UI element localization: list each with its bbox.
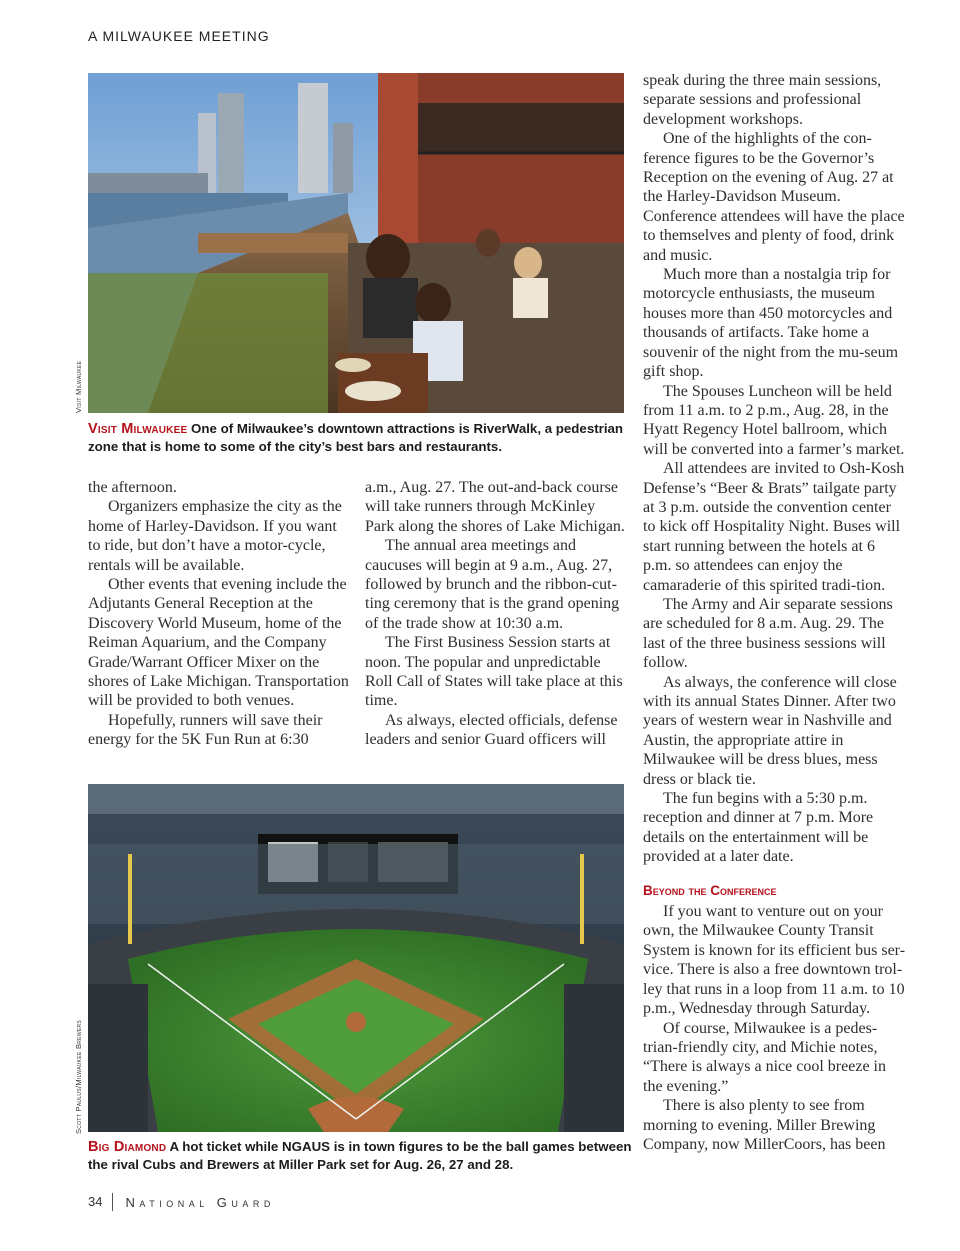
- miller-park-photo: [88, 784, 624, 1132]
- paragraph: The First Business Session starts at noon. The popular and unpredictable Roll Call of States will take place at this time.: [365, 634, 623, 710]
- paragraph: If you want to venture out on your own, the Milwaukee County Transit System is known for its efficient bus ser-vice. There is also a free downtown trol-ley that runs in a loop from 11 a.m. to 10 p.m., Wednesday through Saturday.: [643, 903, 906, 1018]
- paragraph: The Army and Air separate sessions are scheduled for 8 a.m. Aug. 29. The last of the three business sessions will follow.: [643, 595, 893, 672]
- paragraph: the afternoon.: [88, 479, 177, 496]
- paragraph: There is also plenty to see from morning to evening. Miller Brewing Company, now MillerCoors, has been: [643, 1097, 886, 1153]
- paragraph: a.m., Aug. 27. The out-and-back course will take runners through McKinley Park along the shores of Lake Michigan.: [365, 479, 625, 535]
- caption-text: One of Milwaukee’s downtown attractions is RiverWalk, a pedestrian zone that is home to some of the city’s best bars and restaurants.: [88, 421, 624, 454]
- photo-credit: Scott Paulus/Milwaukee Brewers: [74, 1019, 83, 1134]
- photo-credit: Visit Milwaukee: [74, 360, 83, 413]
- paragraph: Of course, Milwaukee is a pedes-trian-friendly city, and Michie notes, “There is always a nice cool breeze in the evening.”: [643, 1019, 886, 1095]
- riverwalk-photo: [88, 73, 624, 413]
- paragraph: All attendees are invited to Osh-Kosh Defense’s “Beer & Brats” tailgate party at 3 p.m. outside the convention center to kick off Hospitality Night. Buses will start running between the hotels at 6 p.m. so attendees can enjoy the camaraderie of this spirited tradi-tion.: [643, 460, 905, 594]
- magazine-name: National Guard: [125, 1194, 275, 1210]
- paragraph: The Spouses Luncheon will be held from 11 a.m. to 2 p.m., Aug. 28, in the Hyatt Regency Hotel ballroom, which will be converted into a farmer’s market.: [643, 382, 905, 458]
- page-footer: [88, 1193, 275, 1211]
- paragraph: Much more than a nostalgia trip for motorcycle enthusiasts, the museum houses more than 450 motorcycles and thousands of artifacts. Take home a souvenir of the night from the mu-seum gift shop.: [643, 266, 899, 381]
- paragraph: Other events that evening include the Adjutants General Reception at the Discovery World Museum, home of the Reiman Aquarium, and the Company Grade/Warrant Officer Mixer on the shores of Lake Michigan. Transportation will be provided to both venues.: [88, 576, 349, 710]
- miller-park-caption: [88, 1138, 633, 1174]
- caption-kicker: Big Diamond: [88, 1139, 167, 1155]
- paragraph: As always, elected officials, defense leaders and senior Guard officers will: [365, 711, 618, 749]
- article-column-1: [88, 478, 350, 750]
- paragraph: Hopefully, runners will save their energy for the 5K Fun Run at 6:30: [88, 711, 323, 749]
- caption-text: A hot ticket while NGAUS is in town figures to be the ball games between the rival Cubs and Brewers at Miller Park set for Aug. 26, 27 and 28.: [88, 1139, 632, 1172]
- subhead: Beyond the Conference: [643, 882, 777, 898]
- paragraph: The fun begins with a 5:30 p.m. reception and dinner at 7 p.m. More details on the entertainment will be provided at a later date.: [643, 790, 874, 866]
- paragraph: The annual area meetings and caucuses will begin at 9 a.m., Aug. 27, followed by brunch and the ribbon-cut-ting ceremony that is the grand opening of the trade show at 10:30 a.m.: [365, 537, 620, 632]
- article-column-3: [643, 71, 905, 1154]
- article-column-2: [365, 478, 625, 750]
- page-number: 34: [88, 1193, 113, 1211]
- riverwalk-caption: [88, 420, 628, 456]
- paragraph: Organizers emphasize the city as the home of Harley-Davidson. If you want to ride, but don’t have a motor-cycle, rentals will be available.: [88, 498, 342, 574]
- paragraph: speak during the three main sessions, separate sessions and professional development workshops.: [643, 72, 882, 128]
- section-label: A MILWAUKEE MEETING: [88, 28, 270, 44]
- caption-kicker: Visit Milwaukee: [88, 421, 188, 437]
- paragraph: As always, the conference will close with its annual States Dinner. After two years of western wear in Nashville and Austin, the appropriate attire in Milwaukee will be dress blues, mess dress or black tie.: [643, 673, 897, 788]
- paragraph: One of the highlights of the con-ference figures to be the Governor’s Reception on the evening of Aug. 27 at the Harley-Davidson Museum. Conference attendees will have the place to themselves and plenty of food, drink and music.: [643, 130, 905, 264]
